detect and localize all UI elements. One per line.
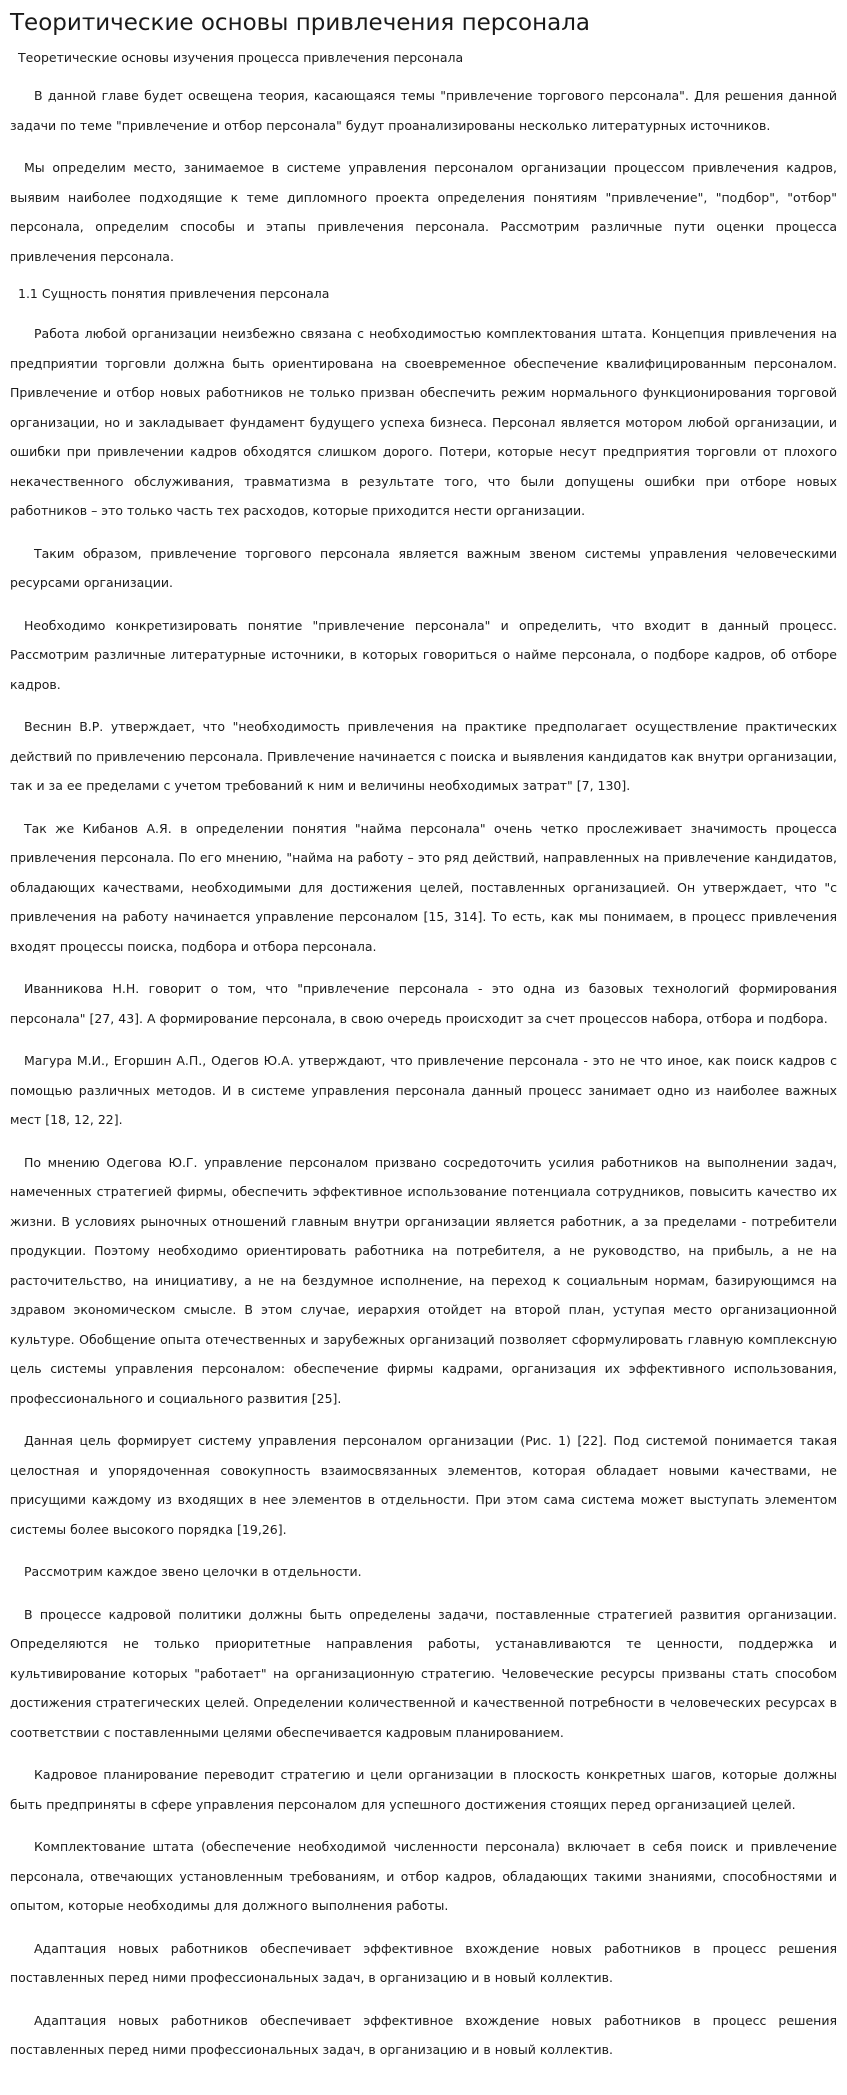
paragraph: Мы определим место, занимаемое в системе управления персоналом организации процессом привлечения кадров, выявим наиболее подходящие к теме дипломного проекта определения понятиям "привлечение", "подбор", "отбор" персонала, определим способы и этапы привлечения персонала. Рассмотрим различные пути оценки процесса привлечения персонала. — [10, 160, 837, 264]
paragraph: Таким образом, привлечение торгового персонала является важным звеном системы управления человеческими ресурсами организации. — [10, 545, 837, 590]
section-heading: 1.1 Сущность понятия привлечения персонала — [18, 286, 330, 301]
paragraph: Кадровое планирование переводит стратегию и цели организации в плоскость конкретных шагов, которые должны быть предприняты в сфере управления персоналом для успешного достижения стоящих перед организацией целей. — [10, 1767, 837, 1812]
paragraph: Так же Кибанов А.Я. в определении понятия "найма персонала" очень четко прослеживает значимость процесса привлечения персонала. По его мнению, "найма на работу – это ряд действий, направленных на привлечение кандидатов, обладающих качествами, необходимыми для достижения целей, поставленных организацией. Он утверждает, что "с привлечения на работу начинается управление персоналом [15, 314]. То есть, как мы понимаем, в процесс привлечения входят процессы поиска, подбора и отбора персонала. — [10, 820, 837, 954]
paragraph: В данной главе будет освещена теория, касающаяся темы "привлечение торгового персонала". Для решения данной задачи по теме "привлечение и отбор персонала" будут проанализированы несколько литературных источников. — [10, 88, 837, 133]
paragraph: Магура М.И., Егоршин А.П., Одегов Ю.А. утверждают, что привлечение персонала - это не что иное, как поиск кадров с помощью различных методов. И в системе управления персонала данный процесс занимает одно из наиболее важных мест [18, 12, 22]. — [10, 1053, 837, 1127]
paragraph: Рассмотрим каждое звено целочки в отдельности. — [24, 1564, 362, 1579]
paragraph: Веснин В.Р. утверждает, что "необходимость привлечения на практике предполагает осуществление практических действий по привлечению персонала. Привлечение начинается с поиска и выявления кандидатов как внутри организации, так и за ее пределами с учетом требований к ним и величины необходимых затрат" [7, 130]. — [10, 719, 837, 793]
paragraph: Иванникова Н.Н. говорит о том, что "привлечение персонала - это одна из базовых технологий формирования персонала" [27, 43]. А формирование персонала, в свою очередь происходит за счет процессов набора, отбора и подбора. — [10, 981, 837, 1026]
paragraph: Работа любой организации неизбежно связана с необходимостью комплектования штата. Концепция привлечения на предприятии торговли должна быть ориентирована на своевременное обеспечение квалифицированным персоналом. Привлечение и отбор новых работников не только призван обеспечить режим нормального функционирования торговой организации, но и закладывает фундамент будущего успеха бизнеса. Персонал является мотором любой организации, и ошибки при привлечении кадров обходятся слишком дорого. Потери, которые несут предприятия торговли от плохого некачественного обслуживания, травматизма в результате того, что были допущены ошибки при отборе новых работников – это только часть тех расходов, которые приходится нести организации. — [10, 326, 837, 518]
paragraph: Необходимо конкретизировать понятие "привлечение персонала" и определить, что входит в данный процесс. Рассмотрим различные литературные источники, в которых говориться о найме персонала, о подборе кадров, об отборе кадров. — [10, 617, 837, 692]
chapter-subtitle: Теоретические основы изучения процесса привлечения персонала — [18, 50, 464, 65]
paragraph: По мнению Одегова Ю.Г. управление персоналом призвано сосредоточить усилия работников на выполнении задач, намеченных стратегией фирмы, обеспечить эффективное использование потенциала сотрудников, повысить качество их жизни. В условиях рыночных отношений главным внутри организации является работник, а за пределами - потребители продукции. Поэтому необходимо ориентировать работника на потребителя, а не руководство, на прибыль, а не на расточительство, на инициативу, а не на бездумное исполнение, на переход к социальным нормам, базирующимся на здравом экономическом смысле. В этом случае, иерархия отойдет на второй план, уступая место организационной культуре. Обобщение опыта отечественных и зарубежных организаций позволяет сформулировать главную комплексную цель системы управления персоналом: обеспечение фирмы кадрами, организация их эффективного использования, профессионального и социального развития [25]. — [10, 1154, 837, 1406]
paragraph: Данная цель формирует систему управления персоналом организации (Рис. 1) [22]. Под системой понимается такая целостная и упорядоченная совокупность взаимосвязанных элементов, которая обладает новыми качествами, не присущими каждому из входящих в нее элементов в отдельности. При этом сама система может выступать элементом системы более высокого порядка [19,26]. — [10, 1433, 837, 1537]
paragraph: Адаптация новых работников обеспечивает эффективное вхождение новых работников в процесс решения поставленных перед ними профессиональных задач, в организацию и в новый коллектив. — [10, 2012, 837, 2057]
page-title: Теоритические основы привлечения персонала — [10, 10, 590, 36]
paragraph: Комплектование штата (обеспечение необходимой численности персонала) включает в себя поиск и привлечение персонала, отвечающих установленным требованиям, и отбор кадров, обладающих такими знаниями, способностями и опытом, которые необходимы для должного выполнения работы. — [10, 1839, 837, 1913]
paragraph: Адаптация новых работников обеспечивает эффективное вхождение новых работников в процесс решения поставленных перед ними профессиональных задач, в организацию и в новый коллектив. — [10, 1940, 837, 1985]
paragraph: В процессе кадровой политики должны быть определены задачи, поставленные стратегией развития организации. Определяются не только приоритетные направления работы, устанавливаются те ценности, поддержка и культивирование которых "работает" на организационную стратегию. Человеческие ресурсы призваны стать способом достижения стратегических целей. Определении количественной и качественной потребности в человеческих ресурсах в соответствии с поставленными целями обеспечивается кадровым планированием. — [10, 1606, 837, 1740]
